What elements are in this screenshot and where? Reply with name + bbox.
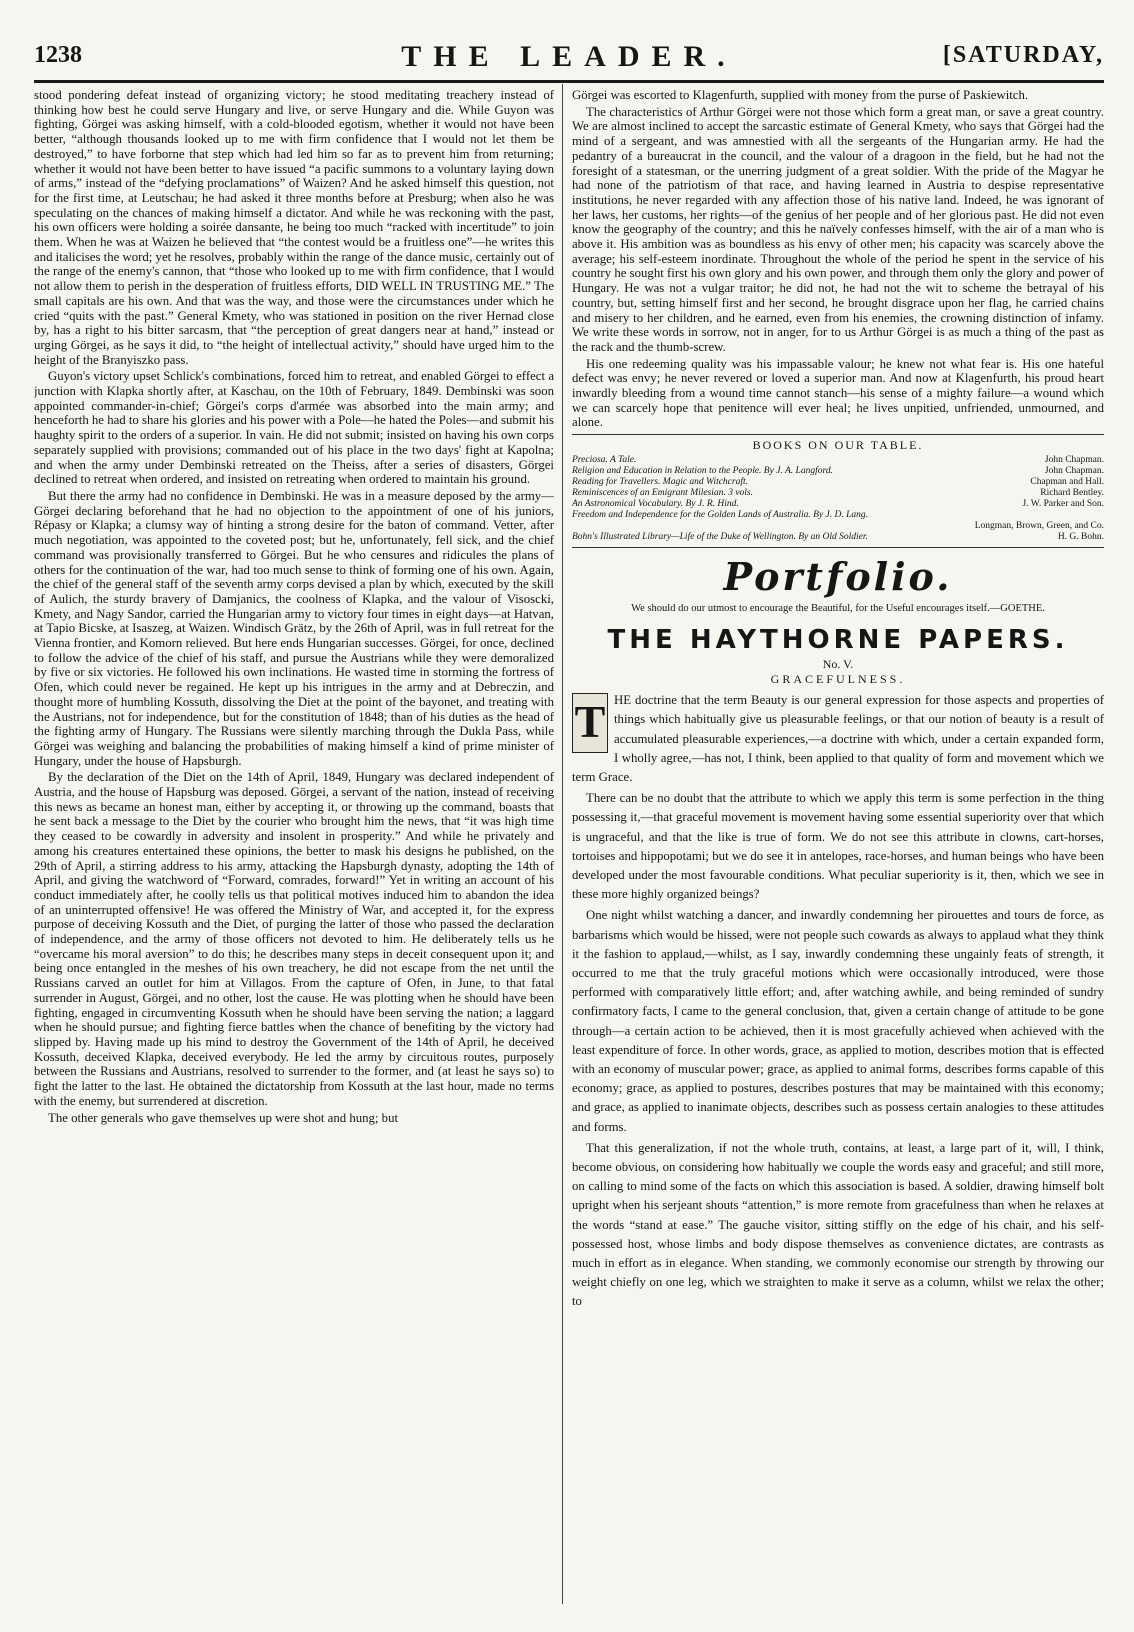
book-publisher: J. W. Parker and Son. <box>1022 499 1104 510</box>
newspaper-title: THE LEADER. <box>401 40 737 73</box>
portfolio-motto: We should do our utmost to encourage the Beautiful, for the Useful encourages itself.—GOETHE. <box>631 603 1045 615</box>
book-title: Religion and Education in Relation to the People. By J. A. Langford. <box>572 466 833 477</box>
paragraph: Görgei was escorted to Klagenfurth, supplied with money from the purse of Paskiewitch. <box>572 88 1029 102</box>
left-column <box>34 88 554 1608</box>
masthead <box>34 40 1104 76</box>
book-entry <box>572 521 1104 532</box>
page-number: 1238 <box>34 42 82 68</box>
paragraph: But there the army had no confidence in Dembinski. He was in a measure deposed by the army—Görgei declaring beforehand that he had no objection to the appointment of one of his juniors, Répasy or Klapka; a clumsy way of hinting a strong desire for the baton of command. Vetter, after much negotiation, was appointed to the coveted post; but he, unfortunately, fell sick, and the chief command was provisionally transferred to Görgei. But he who censures and ridicules the plans of others for the continuation of the war, had too much sense to think of forming one of his own. Again, the chief of the general staff of the seventh army corps devised a plan by which, executed by the skill of Aulich, the sturdy bravery of Damjanics, the coolness of Klapka, and the valour of Visoscki, Kmety, and Nagy Sandor, carried the Hungarian army to victory four times in eight days—at Hatvan, at Tapio Bicske, at Isaszeg, at Waizen. Windisch Grätz, by the 26th of April, was in full retreat for the Vienna frontier, and Komorn relieved. But here ends Hungarian successes. Görgei, for once, declined to follow the advice of the chief of his staff, and pursue the Austrians while they were demoralized by five or six victories. He followed his own inclinations. He wasted time in storming the fortress of Ofen, which could never be regained. He kept up his intrigues in the army and at Debreczin, and thought more of humbling Kossuth, dissolving the Diet at the point of the bayonet, and treating with the Austrians, not for independence, but for the constitution of 1848; than of his duties as the head of the fighting army of Hungary. The Russians were silently marching through the Dukla Pass, while Görgei was weighing and balancing the probabilities of making himself a kind of prime minister of Hungary, under the house of Hapsburgh. <box>34 488 554 768</box>
books-heading: BOOKS ON OUR TABLE. <box>572 434 1104 453</box>
book-entry <box>572 499 1104 510</box>
right-column <box>572 88 1104 1608</box>
paragraph: By the declaration of the Diet on the 14th of April, 1849, Hungary was declared independent of Austria, and the house of Hapsburg was deposed. Görgei, a servant of the nation, instead of receiving this news as became an honest man, either by accepting it, or throwing up the command, boasts that he sent back a message to the Diet by the courier who brought him the news, that “it was high time they ceased to be cowardly in adversity and insolent in prosperity.” And while he privately and among his creatures entertained these opinions, the better to mask his designs he published, on the 29th of April, a stirring address to his army, attacking the Hapsburgh dynasty, adopting the 14th of April, and giving the watchword of “Forward, comrades, forward!” Yet in writing an account of his conduct immediately after, he coolly tells us that political motives induced him to abandon the idea of an uninterrupted offensive! He was offered the Ministry of War, and accepted it, for the express purpose of deceiving Kossuth and the Diet, of purging the latter of those who passed the declaration of independence, and the army of those officers not devoted to him. He deliberately tells us he “overcame his moral aversion” to do this; he describes many steps in deceit consequent upon it; and being once entangled in the meshes of his own treachery, he did not escape from the net until the Russians carved an outlet for him at Villagos. From the capture of Ofen, in June, to that fatal surrender in August, Görgei, and no other, lost the cause. He was plotting when he should have been fighting, engaged in circumventing Kossuth when he should have been serving the nation; a laggard when he should pursue; and fighting fierce battles when the chance of benefiting by the victory had slipped by. Having made up his mind to destroy the Government of the 14th of April, he deceived Kossuth, deceived Klapka, deceived everybody. He led the army by circuitous routes, purposely between the Russians and Austrians, resolved to surrender to the former, and (at least he says so) to fight the latter to the last. He obtained the dictatorship from Kossuth at the last hour, made no terms with the enemy, but surrendered at discretion. <box>34 770 554 1108</box>
book-title: Reading for Travellers. Magic and Witchcraft. <box>572 477 748 488</box>
book-entry <box>572 466 1104 477</box>
books-list <box>572 455 1104 543</box>
book-publisher: John Chapman. <box>1044 455 1104 466</box>
paragraph: There can be no doubt that the attribute to which we apply this term is some perfection in the thing possessing it,—that graceful movement is movement having some essential superiority over that which is ungraceful, and that the like is true of form. We do not see this attribute in clowns, cart-horses, tortoises and hippopotami; but we do see it in antelopes, race-horses, and human beings who have been developed under the most favourable conditions. What peculiar superiority is it, then, which we see in these more highly organized beings? <box>572 791 1104 902</box>
article-subtitle: GRACEFULNESS. <box>770 672 906 687</box>
paragraph: His one redeeming quality was his impassable valour; he knew not what fear is. His one hateful defect was envy; he never revered or loved a superior man. And now at Klagenfurth, his proud heart inwardly bleeding from a wound time cannot stanch—his sense of a mighty failure—a wound which we can scarcely hope that penitence will ever heal; he lives unpitied, unfriended, unmourned, and alone. <box>572 356 1104 430</box>
book-title: Preciosa. A Tale. <box>572 455 637 466</box>
paragraph: stood pondering defeat instead of organizing victory; he stood meditating treachery instead of thinking how best he could serve Hungary and live, or serve Hungary and die. While Guyon was fighting, Görgei was asking himself, with a cold-blooded egotism, whether it would not have been better, “although thousands looked up to me with firm confidence that I would not let them be destroyed,” to have forborne that step which had led him so far as to prevent him from returning; whether it would not have been better to have issued “a pacific summons to a voluntary laying down of arms,” instead of the “defying proclamations” of Waizen? And he asked himself this question, not for the first time, at Leutschau; he had asked it three months before at Presburg; when also he was speculating on the chances of making himself a dictator. And while he was reckoning with the past, his own officers were holding a soirée dansante, he being too much “racked with incertitude” to join them. When he was at Waizen he believed that “the contest would be a fruitless one”—he writes this and italicises the word; yet he resolves, probably within the range of the dance music, certainly out of the range of the enemy's cannon, that “those who looked up to me with firm confidence, that I would not allow them to perish in the desperation of fruitless efforts, DID WELL IN TRUSTING ME.” The small capitals are his own. And that was the way, and those were the circumstances under which he cried “quits with the past.” General Kmety, who was stationed in position on the river Hernad close by, has a right to his bitter sarcasm, that “the perception of great dangers near at hand,” instead or urging Görgei, as he says it did, to “the height of intellectual activity,” should have urged him to the height of the Branyiszko pass. <box>34 88 554 367</box>
section-rule <box>572 547 1104 548</box>
article-body <box>572 691 1104 1312</box>
issue-day: [SATURDAY, <box>942 42 1104 68</box>
column-divider <box>562 84 563 1604</box>
book-publisher: John Chapman. <box>1044 466 1104 477</box>
paragraph: HE doctrine that the term Beauty is our general expression for those aspects and properties of things which habitually give us pleasurable feelings, or that our notion of beauty is a result of accumulated pleasurable experiences,—a doctrine with which, under a certain expanded form, I wholly agree,—has not, I think, been applied to that quality of form and movement which we term Grace. <box>572 693 1104 784</box>
paragraph: The other generals who gave themselves up were shot and hung; but <box>48 1110 399 1125</box>
book-entry <box>572 477 1104 488</box>
book-title: Reminiscences of an Emigrant Milesian. 3 vols. <box>572 488 753 499</box>
article-title: THE HAYTHORNE PAPERS. <box>607 625 1069 656</box>
book-entry <box>572 510 1104 521</box>
portfolio-heading: Portfolio. <box>723 554 953 600</box>
book-publisher: Chapman and Hall. <box>1030 477 1104 488</box>
book-publisher: Longman, Brown, Green, and Co. <box>974 521 1104 532</box>
book-title: Freedom and Independence for the Golden Lands of Australia. By J. D. Lang. <box>572 510 869 521</box>
book-title: Bohn's Illustrated Library—Life of the Duke of Wellington. By an Old Soldier. <box>572 532 868 543</box>
paragraph: Guyon's victory upset Schlick's combinations, forced him to retreat, and enabled Görgei to effect a junction with Klapka shortly after, at Kaschau, on the 10th of February, 1849. Dembinski was soon appointed commander-in-chief; Görgei's corps d'armée was absorbed into the main army; and henceforth he had to share his glories and his power with a Pole—he hated the Poles—and submit his haughty spirit to the orders of a superior. In vain. He did not submit; insisted on having his own corps separately supplied with provisions; commanded out of his place in the two days' fight at Kapolna; and when the army under Dembinski retreated on the Theiss, after a series of disasters, Görgei declined to retreat when ordered, and insisted on retreating when ordered to maintain his ground. <box>34 369 554 487</box>
book-publisher: Richard Bentley. <box>1040 488 1104 499</box>
book-title: An Astronomical Vocabulary. By J. R. Hind. <box>572 499 739 510</box>
paragraph: That this generalization, if not the whole truth, contains, at least, a large part of it, will, I think, become obvious, on considering how habitually we couple the words easy and graceful; and still more, on calling to mind some of the facts on which this association is based. A soldier, drawing himself bolt upright when his serjeant shouts “attention,” is more remote from gracefulness than when he relaxes at the words “stand at ease.” The gauche visitor, sitting stiffly on the edge of his chair, and his self-possessed host, whose limbs and body dispose themselves as convenience dictates, are contrasts as much in effort as in elegance. When standing, we commonly economise our strength by throwing our weight chiefly on one leg, which we straighten to make it serve as a column, whilst we relax the other; to <box>572 1140 1104 1309</box>
paragraph: The characteristics of Arthur Görgei were not those which form a great man, or save a great country. We are almost inclined to accept the sarcastic estimate of General Kmety, who says that Görgei had the mind of a sergeant, and was amnestied with all the sergeants of the Hungarian army. He had the pedantry of a bureaucrat in the council, and the valour of a dragoon in the field, but he had not the foresight of a statesman, or the unerring judgment of a great soldier. With the pride of the Magyar he had none of the patriotism of that race, and having learned in Austria to despise representative institutions, he never regarded with any affection those of his native land. Indeed, he was ignorant of her laws, her customs, her rights—of the genius of her people and of her glorious past. He did not even know the geography of the country; and this he naïvely confesses himself, with the air of a man who is above it. His ambition was as boundless as his envy of other men; his capacity was scarcely above the average; his self-esteem inordinate. Throughout the whole of the period he spent in the service of his country he sought first his own glory and his own power, and through them only the glory and power of Hungary. He was not a vulgar traitor; he did not, he had not the wit to scheme the betrayal of his country, but, setting himself first and her second, he brought disgrace upon her flag, he carried chains and misery to her children, and he earned, even from his enemies, the crowning distinction of infamy. We write these words in sorrow, not in anger, for to us Arthur Görgei is as much a thing of the past as the rack and the thumb-screw. <box>572 104 1104 354</box>
paragraph: One night whilst watching a dancer, and inwardly condemning her pirouettes and tours de force, as barbarisms which would be hissed, were not people such cowards as always to applaud what they think it the fashion to applaud,—whilst, as I say, inwardly condemning these ungainly feats of strength, it occurred to me that the truly graceful motions which were occasionally introduced, were those performed with comparatively little effort; and, after watching awhile, and being reminded of sundry confirmatory facts, I came to the general conclusion, that, given a certain change of attitude to be gone through—a certain action to be achieved, then it is most gracefully achieved when achieved with the least expenditure of force. In other words, grace, as applied to motion, describes motion that is effected with an economy of muscular power; grace, as applied to animal forms, describes forms capable of this economy; grace, as applied to postures, describes postures that may be maintained with this economy; and grace, as applied to inanimate objects, describes such as possess certain analogies to these attitudes and forms. <box>572 908 1104 1134</box>
article-number: No. V. <box>822 657 854 672</box>
masthead-rule <box>34 80 1104 83</box>
book-entry <box>572 455 1104 466</box>
book-entry <box>572 488 1104 499</box>
book-entry <box>572 532 1104 543</box>
book-publisher: H. G. Bohn. <box>1057 532 1104 543</box>
drop-cap: T <box>572 693 608 753</box>
